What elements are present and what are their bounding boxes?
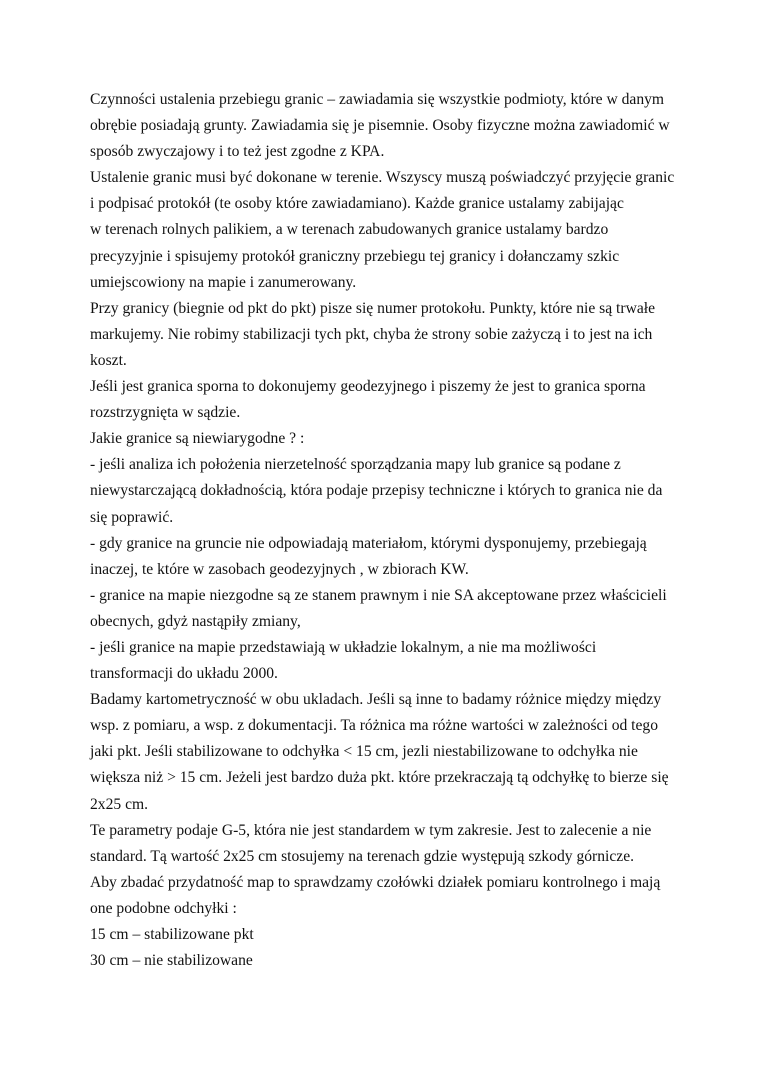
text-line: umiejscowiony na mapie i zanumerowany. [90,273,357,291]
text-line: Jeśli jest granica sporna to dokonujemy geodezyjnego i piszemy że jest to granica sporna [90,378,646,396]
text-line: Ustalenie granic musi być dokonane w terenie. Wszyscy muszą poświadczyć przyjęcie granic [90,169,675,187]
document-body [90,87,690,974]
text-line: - granice na mapie niezgodne są ze stanem prawnym i nie SA akceptowane przez właścicieli [90,586,667,604]
text-line: one podobne odchyłki : [90,899,237,917]
text-line: 2x25 cm. [90,795,149,813]
text-line: obrębie posiadają grunty. Zawiadamia się je pisemnie. Osoby fizyczne można zawiadomić w [90,117,670,135]
text-line: rozstrzygnięta w sądzie. [90,404,241,422]
text-line: 30 cm – nie stabilizowane [90,952,253,970]
text-line: Aby zbadać przydatność map to sprawdzamy czołówki działek pomiaru kontrolnego i mają [90,873,661,891]
text-line: - gdy granice na gruncie nie odpowiadają materiałom, którymi dysponujemy, przebiegają [90,534,647,552]
text-line: inaczej, te które w zasobach geodezyjnych , w zbiorach KW. [90,560,469,578]
text-line: się poprawić. [90,508,174,526]
text-line: Czynności ustalenia przebiegu granic – zawiadamia się wszystkie podmioty, które w danym [90,91,665,108]
text-line: i podpisać protokół (te osoby które zawiadamiano). Każde granice ustalamy zabijając [90,195,624,213]
text-line: - jeśli granice na mapie przedstawiają w układzie lokalnym, a nie ma możliwości [90,638,597,656]
text-line: standard. Tą wartość 2x25 cm stosujemy na terenach gdzie występują szkody górnicze. [90,847,635,865]
text-line: 15 cm – stabilizowane pkt [90,926,254,943]
text-line: koszt. [90,351,127,369]
text-line: - jeśli analiza ich położenia nierzetelność sporządzania mapy lub granice są podane z [90,456,621,474]
text-line: Badamy kartometryczność w obu ukladach. Jeśli są inne to badamy różnice między między [90,691,662,709]
text-line: obecnych, gdyż nastąpiły zmiany, [90,612,301,630]
text-line: Te parametry podaje G-5, która nie jest standardem w tym zakresie. Jest to zalecenie a nie [90,821,652,839]
text-line: większa niż > 15 cm. Jeżeli jest bardzo duża pkt. które przekraczają tą odchyłkę to bierze się [90,769,669,787]
text-line: sposób zwyczajowy i to też jest zgodne z KPA. [90,143,385,161]
text-line: markujemy. Nie robimy stabilizacji tych pkt, chyba że strony sobie zażyczą i to jest na ich [90,325,653,343]
text-line: jaki pkt. Jeśli stabilizowane to odchyłka < 15 cm, jezli niestabilizowane to odchyłka nie [90,743,638,761]
text-line: wsp. z pomiaru, a wsp. z dokumentacji. Ta różnica ma różne wartości w zależności od tego [90,717,659,735]
text-line: transformacji do układu 2000. [90,665,278,683]
text-line: precyzyjnie i spisujemy protokół graniczny przebiegu tej granicy i dołanczamy szkic [90,247,620,265]
text-line: w terenach rolnych palikiem, a w terenach zabudowanych granice ustalamy bardzo [90,221,609,239]
text-line: Jakie granice są niewiarygodne ? : [90,430,305,448]
text-line: niewystarczającą dokładnością, która podaje przepisy techniczne i których to granica nie da [90,482,663,500]
text-line: Przy granicy (biegnie od pkt do pkt) pisze się numer protokołu. Punkty, które nie są trwałe [90,299,655,317]
